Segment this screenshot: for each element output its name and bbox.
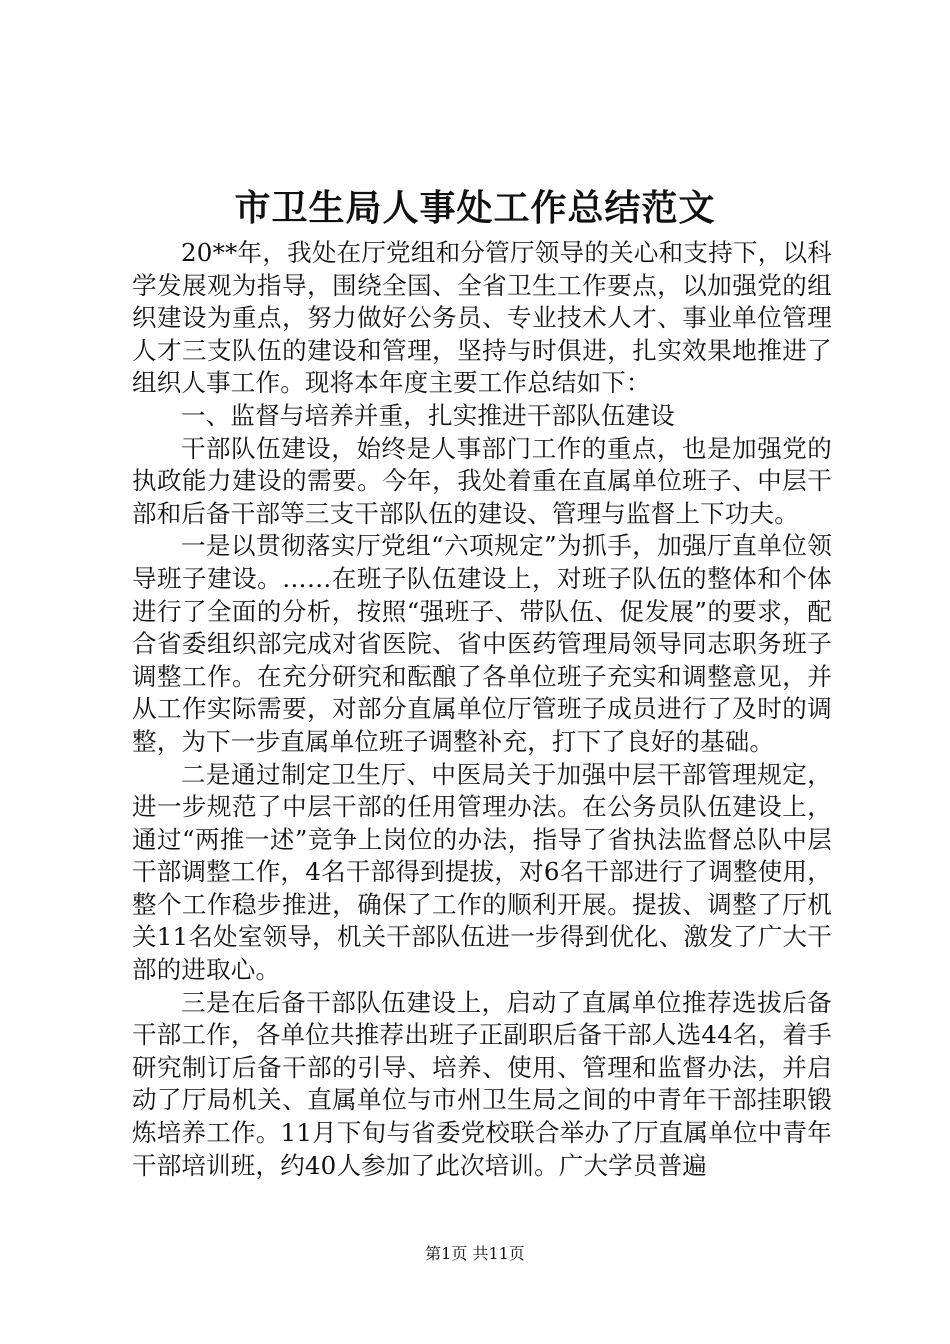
body-paragraph: 三是在后备干部队伍建设上，启动了直属单位推荐选拔后备干部工作，各单位共推荐出班子正副职后备干部人选44名，着手研究制订后备干部的引导、培养、使用、管理和监督办法，并启动了厅局机关、直属单位与市州卫生局之间的中青年干部挂职锻炼培养工作。11月下旬与省委党校联合举办了厅直属单位中青年干部培训班，约40人参加了此次培训。广大学员普遍 <box>132 987 832 1180</box>
page-number-footer: 第1页 共11页 <box>425 1244 525 1263</box>
body-paragraph: 二是通过制定卫生厅、中医局关于加强中层干部管理规定，进一步规范了中层干部的任用管理办法。在公务员队伍建设上，通过“两推一述”竞争上岗位的办法，指导了省执法监督总队中层干部调整工作，4名干部得到提拔，对6名干部进行了调整使用，整个工作稳步推进，确保了工作的顺利开展。提拔、调整了厅机关11名处室领导，机关干部队伍进一步得到优化、激发了广大干部的进取心。 <box>132 759 832 985</box>
section-heading-1: 一、监督与培养并重，扎实推进干部队伍建设 <box>181 400 675 430</box>
document-body <box>132 237 832 1182</box>
intro-paragraph: 20**年，我处在厅党组和分管厅领导的关心和支持下，以科学发展观为指导，围绕全国、全省卫生工作要点，以加强党的组织建设为重点，努力做好公务员、专业技术人才、事业单位管理人才三支队伍的建设和管理，坚持与时俱进，扎实效果地推进了组织人事工作。现将本年度主要工作总结如下： <box>132 238 832 398</box>
body-paragraph: 一是以贯彻落实厅党组“六项规定”为抓手，加强厅直单位领导班子建设。……在班子队伍建设上，对班子队伍的整体和个体进行了全面的分析，按照“强班子、带队伍、促发展”的要求，配合省委组织部完成对省医院、省中医药管理局领导同志职务班子调整工作。在充分研究和酝酿了各单位班子充实和调整意见，并从工作实际需要，对部分直属单位厅管班子成员进行了及时的调整，为下一步直属单位班子调整补充，打下了良好的基础。 <box>132 531 832 756</box>
document-title: 市卫生局人事处工作总结范文 <box>234 187 716 229</box>
body-paragraph: 干部队伍建设，始终是人事部门工作的重点，也是加强党的执政能力建设的需要。今年，我处着重在直属单位班子、中层干部和后备干部等三支干部队伍的建设、管理与监督上下功夫。 <box>132 433 832 528</box>
